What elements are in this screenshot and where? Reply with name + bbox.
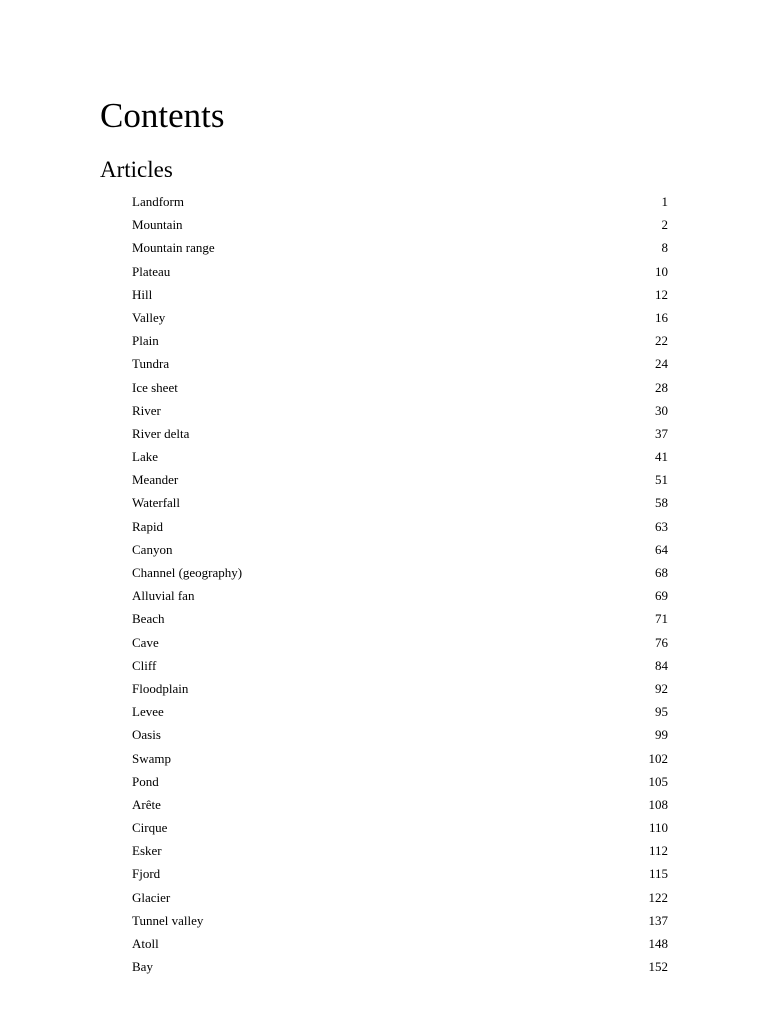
- toc-entry[interactable]: [132, 723, 668, 746]
- toc-entry[interactable]: [132, 816, 668, 839]
- toc-entry-page-number: 51: [655, 472, 668, 488]
- toc-entry[interactable]: [132, 352, 668, 375]
- toc-entry[interactable]: [132, 747, 668, 770]
- toc-entry-title: Bay: [132, 959, 153, 975]
- toc-entry-page-number: 99: [655, 727, 668, 743]
- toc-entry[interactable]: [132, 515, 668, 538]
- toc-entry-title: Esker: [132, 843, 162, 859]
- toc-entry-page-number: 92: [655, 680, 668, 696]
- toc-entry-title: Fjord: [132, 866, 161, 882]
- toc-entry-title: Swamp: [132, 750, 171, 766]
- toc-entry[interactable]: [132, 793, 668, 816]
- section-heading-articles: Articles: [100, 157, 173, 182]
- toc-entry[interactable]: [132, 561, 668, 584]
- toc-entry[interactable]: [132, 955, 668, 978]
- toc-entry-title: Rapid: [132, 518, 164, 534]
- toc-entry-page-number: 28: [655, 379, 668, 395]
- toc-entry[interactable]: [132, 306, 668, 329]
- toc-list: [132, 190, 668, 978]
- toc-entry-title: Atoll: [132, 936, 159, 951]
- toc-entry-page-number: 12: [655, 286, 668, 302]
- toc-entry-title: Plain: [132, 333, 159, 349]
- toc-entry-title: Oasis: [132, 727, 161, 743]
- toc-entry-title: Mountain: [132, 217, 183, 233]
- toc-entry-title: Lake: [132, 449, 158, 465]
- toc-entry-title: Beach: [132, 611, 165, 627]
- toc-entry-page-number: 22: [655, 333, 668, 349]
- toc-entry[interactable]: [132, 654, 668, 677]
- toc-entry[interactable]: [132, 700, 668, 723]
- toc-entry-page-number: 8: [661, 240, 668, 256]
- toc-entry[interactable]: [132, 886, 668, 909]
- toc-entry-page-number: 2: [661, 217, 668, 233]
- toc-entry-title: Valley: [132, 309, 166, 325]
- toc-entry-page-number: 115: [648, 866, 668, 882]
- toc-entry-title: Tunnel valley: [132, 912, 204, 928]
- toc-entry[interactable]: [132, 770, 668, 793]
- toc-entry[interactable]: [132, 376, 668, 399]
- page-title: Contents: [100, 96, 225, 135]
- toc-entry-title: River: [132, 402, 161, 418]
- toc-entry[interactable]: [132, 468, 668, 491]
- toc-entry-title: Mountain range: [132, 240, 215, 256]
- toc-entry-page-number: 148: [648, 936, 668, 951]
- toc-entry-page-number: 122: [648, 889, 668, 905]
- toc-entry-page-number: 68: [655, 565, 668, 580]
- toc-entry-page-number: 152: [648, 959, 668, 975]
- toc-entry-page-number: 108: [648, 796, 668, 812]
- toc-entry-title: Glacier: [132, 889, 171, 905]
- toc-entry[interactable]: [132, 491, 668, 514]
- toc-entry-page-number: 112: [648, 843, 668, 859]
- toc-entry-page-number: 76: [655, 634, 668, 650]
- toc-entry-title: Tundra: [132, 356, 170, 372]
- toc-entry[interactable]: [132, 909, 668, 932]
- toc-entry-page-number: 37: [655, 425, 668, 441]
- toc-entry[interactable]: [132, 584, 668, 607]
- toc-entry-title: River delta: [132, 425, 190, 441]
- toc-entry-page-number: 30: [655, 402, 668, 418]
- toc-entry-title: Cliff: [132, 657, 157, 673]
- toc-entry[interactable]: [132, 260, 668, 283]
- toc-entry[interactable]: [132, 283, 668, 306]
- toc-entry-page-number: 58: [655, 495, 668, 511]
- toc-entry-page-number: 84: [655, 657, 668, 673]
- toc-entry-title: Cirque: [132, 820, 168, 836]
- toc-entry-title: Meander: [132, 472, 179, 488]
- toc-entry-page-number: 1: [661, 194, 668, 209]
- toc-entry-page-number: 64: [655, 541, 668, 557]
- toc-entry-page-number: 95: [655, 704, 668, 720]
- toc-entry-title: Floodplain: [132, 680, 189, 696]
- toc-entry[interactable]: [132, 399, 668, 422]
- toc-entry-title: Alluvial fan: [132, 588, 195, 604]
- toc-entry-page-number: 69: [655, 588, 668, 604]
- toc-entry-title: Landform: [132, 194, 184, 209]
- toc-entry-page-number: 24: [655, 356, 668, 372]
- toc-entry[interactable]: [132, 445, 668, 468]
- toc-entry-title: Arête: [132, 796, 161, 812]
- toc-entry-title: Levee: [132, 704, 164, 720]
- toc-entry-title: Cave: [132, 634, 159, 650]
- toc-entry[interactable]: [132, 190, 668, 213]
- toc-entry-title: Ice sheet: [132, 379, 178, 395]
- toc-entry-title: Pond: [132, 773, 159, 789]
- toc-entry-page-number: 63: [655, 518, 668, 534]
- toc-entry-page-number: 16: [655, 309, 668, 325]
- toc-entry-title: Waterfall: [132, 495, 181, 511]
- toc-entry[interactable]: [132, 213, 668, 236]
- toc-entry-page-number: 10: [655, 263, 668, 279]
- toc-entry-page-number: 137: [648, 912, 668, 928]
- toc-entry[interactable]: [132, 932, 668, 955]
- toc-entry[interactable]: [132, 538, 668, 561]
- toc-entry[interactable]: [132, 607, 668, 630]
- toc-entry[interactable]: [132, 236, 668, 259]
- toc-entry-page-number: 41: [655, 449, 668, 465]
- toc-entry-title: Channel (geography): [132, 565, 243, 580]
- toc-entry[interactable]: [132, 862, 668, 885]
- toc-entry-page-number: 71: [655, 611, 668, 627]
- toc-entry-title: Canyon: [132, 541, 173, 557]
- toc-entry[interactable]: [132, 839, 668, 862]
- toc-entry-page-number: 102: [648, 750, 668, 766]
- toc-entry[interactable]: [132, 677, 668, 700]
- toc-entry-page-number: 105: [648, 773, 668, 789]
- toc-entry-title: Hill: [132, 286, 153, 302]
- toc-entry[interactable]: [132, 631, 668, 654]
- toc-entry-title: Plateau: [132, 263, 171, 279]
- toc-entry[interactable]: [132, 329, 668, 352]
- toc-entry-page-number: 110: [648, 820, 668, 836]
- toc-entry[interactable]: [132, 422, 668, 445]
